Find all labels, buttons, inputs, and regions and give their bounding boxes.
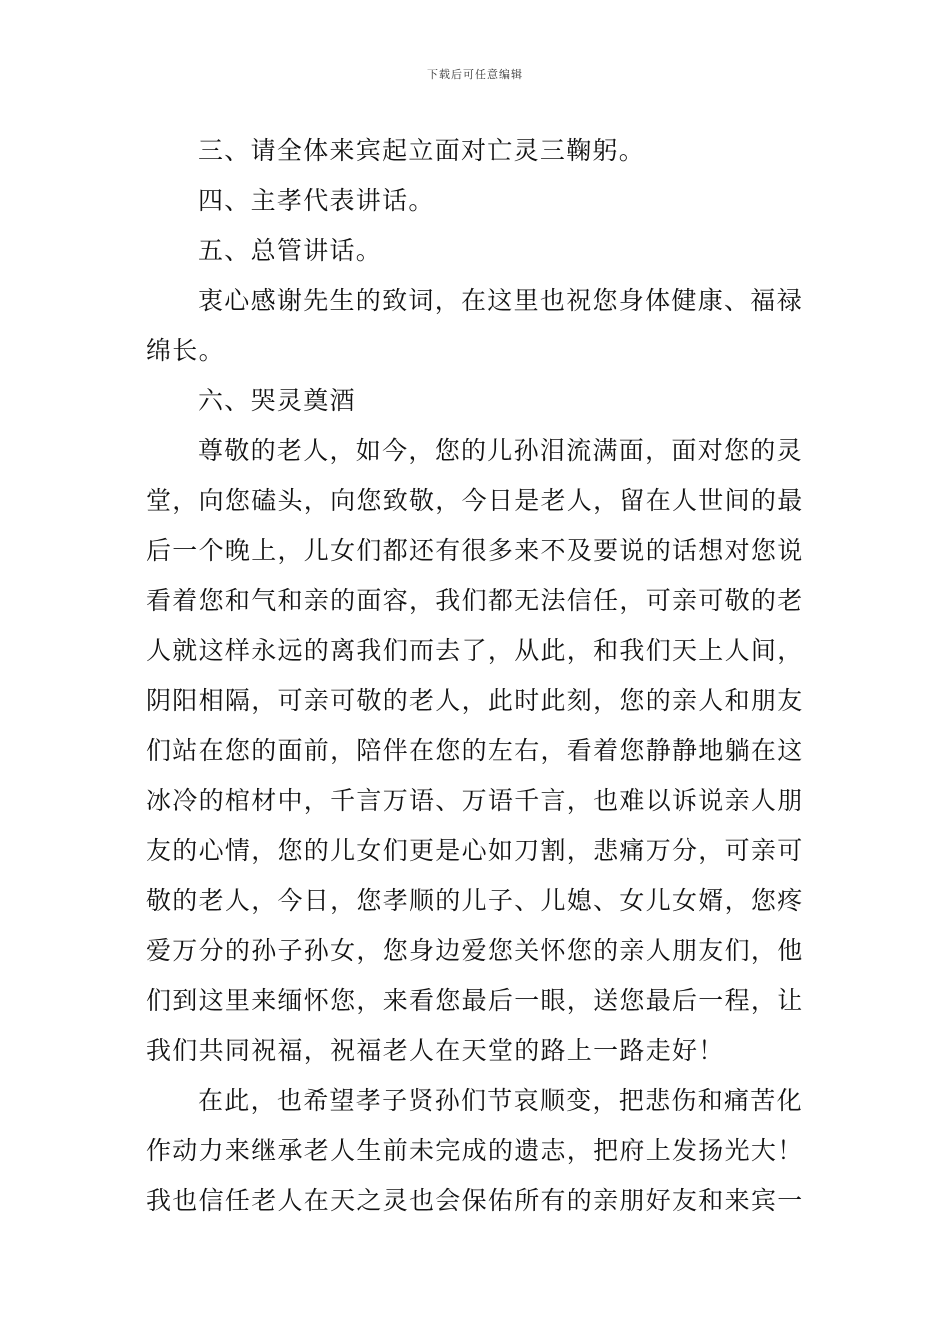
text-line: 绵长。 bbox=[146, 336, 225, 365]
text-line: 六、哭灵奠酒 bbox=[198, 386, 356, 415]
text-line: 我们共同祝福，祝福老人在天堂的路上一路走好！ bbox=[146, 1036, 725, 1065]
text-line: 衷心感谢先生的致词，在这里也祝您身体健康、福禄 bbox=[198, 286, 803, 315]
page-header: 下载后可任意编辑 bbox=[427, 68, 523, 81]
text-line: 冰冷的棺材中，千言万语、万语千言，也难以诉说亲人朋 bbox=[146, 786, 804, 815]
text-line: 在此，也希望孝子贤孙们节哀顺变，把悲伤和痛苦化 bbox=[198, 1086, 803, 1115]
text-line: 三、请全体来宾起立面对亡灵三鞠躬。 bbox=[198, 136, 646, 165]
text-line: 堂，向您磕头，向您致敬，今日是老人，留在人世间的最 bbox=[146, 486, 804, 515]
text-line: 人就这样永远的离我们而去了，从此，和我们天上人间， bbox=[146, 636, 804, 665]
text-line: 五、总管讲话。 bbox=[198, 236, 383, 265]
text-line: 们到这里来缅怀您，来看您最后一眼，送您最后一程，让 bbox=[146, 986, 804, 1015]
text-line: 阴阳相隔，可亲可敬的老人，此时此刻，您的亲人和朋友 bbox=[146, 686, 804, 715]
text-line: 友的心情，您的儿女们更是心如刀割，悲痛万分，可亲可 bbox=[146, 836, 804, 865]
text-line: 我也信任老人在天之灵也会保佑所有的亲朋好友和来宾一 bbox=[146, 1186, 804, 1215]
text-line: 尊敬的老人，如今，您的儿孙泪流满面，面对您的灵 bbox=[198, 436, 803, 465]
text-line: 敬的老人，今日，您孝顺的儿子、儿媳、女儿女婿，您疼 bbox=[146, 886, 804, 915]
text-line: 作动力来继承老人生前未完成的遗志，把府上发扬光大！ bbox=[146, 1136, 804, 1165]
text-line: 们站在您的面前，陪伴在您的左右，看着您静静地躺在这 bbox=[146, 736, 804, 765]
text-line: 看着您和气和亲的面容，我们都无法信任，可亲可敬的老 bbox=[146, 586, 804, 615]
text-line: 四、主孝代表讲话。 bbox=[198, 186, 435, 215]
text-line: 后一个晚上，儿女们都还有很多来不及要说的话想对您说 bbox=[146, 536, 804, 565]
text-line: 爱万分的孙子孙女，您身边爱您关怀您的亲人朋友们，他 bbox=[146, 936, 804, 965]
